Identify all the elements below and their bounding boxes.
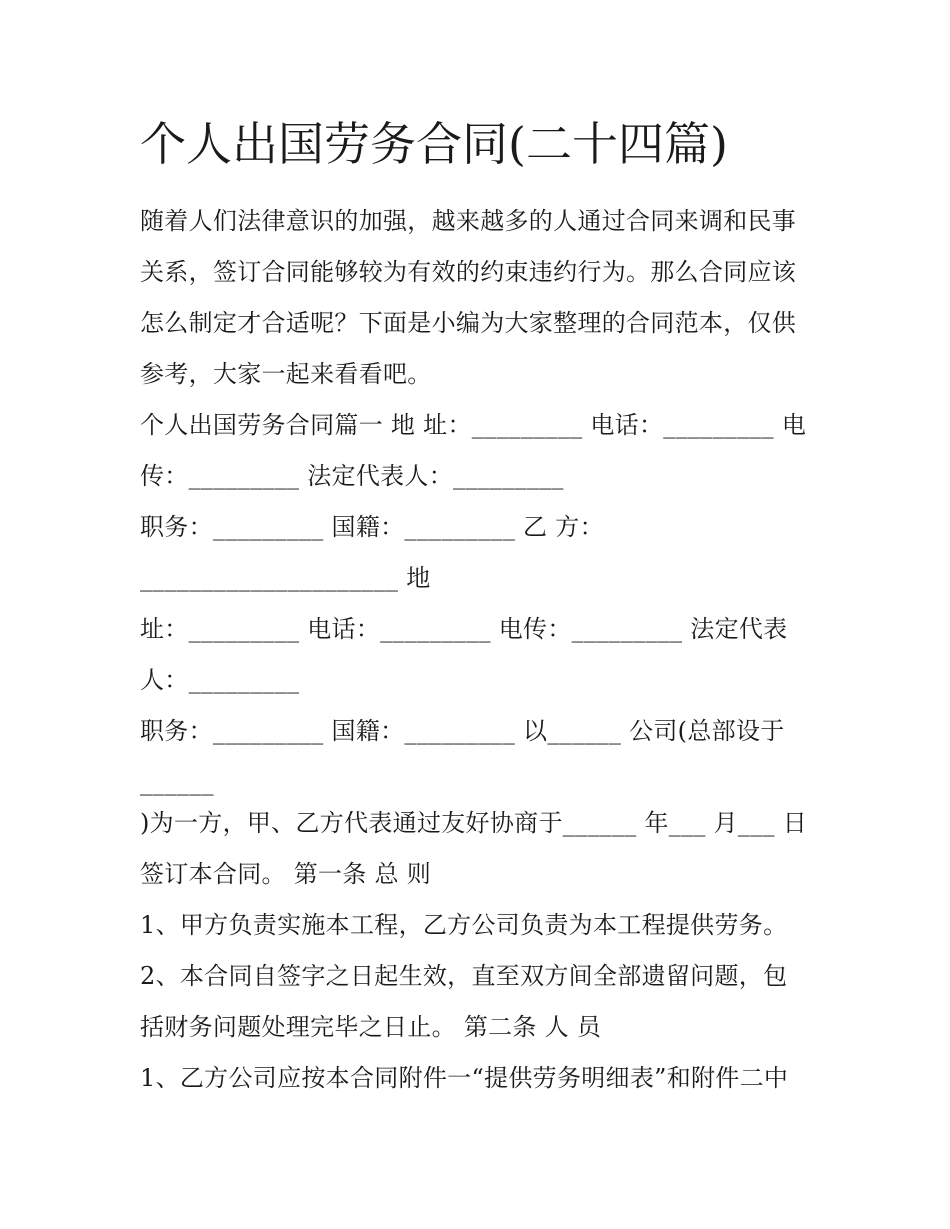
body-line: 签订本合同。 第一条 总 则 xyxy=(140,860,432,888)
body-line: 关系，签订合同能够较为有效的约束违约行为。那么合同应该 xyxy=(140,258,797,286)
body-line: 人：_________ xyxy=(140,666,300,694)
body-line: 职务：_________ 国籍：_________ 以______ 公司(总部设于 xyxy=(140,717,785,745)
body-line: 随着人们法律意识的加强，越来越多的人通过合同来调和民事 xyxy=(140,207,797,235)
body-line: ______ xyxy=(140,768,214,796)
body-line: )为一方，甲、乙方代表通过友好协商于______ 年___ 月___ 日 xyxy=(140,809,808,837)
body-line: 传：_________ 法定代表人：_________ xyxy=(140,462,564,490)
body-line: 1、甲方负责实施本工程，乙方公司负责为本工程提供劳务。 xyxy=(140,911,788,939)
body-line: 括财务问题处理完毕之日止。 第二条 人 员 xyxy=(140,1013,602,1041)
body-line: 1、乙方公司应按本合同附件一“提供劳务明细表”和附件二中 xyxy=(140,1064,789,1092)
body-line: 个人出国劳务合同篇一 地 址：_________ 电话：_________ 电 xyxy=(140,411,807,439)
body-line: 址：_________ 电话：_________ 电传：_________ 法定代表 xyxy=(140,615,788,643)
body-line: 怎么制定才合适呢？下面是小编为大家整理的合同范本，仅供 xyxy=(140,309,797,337)
body-line: 职务：_________ 国籍：_________ 乙 方： xyxy=(140,513,604,541)
body-line: 参考，大家一起来看看吧。 xyxy=(140,360,432,388)
document-title: 个人出国劳务合同(二十四篇) xyxy=(140,117,728,171)
body-line: _____________________ 地 xyxy=(140,564,431,592)
body-line: 2、本合同自签字之日起生效，直至双方间全部遗留问题，包 xyxy=(140,962,788,990)
